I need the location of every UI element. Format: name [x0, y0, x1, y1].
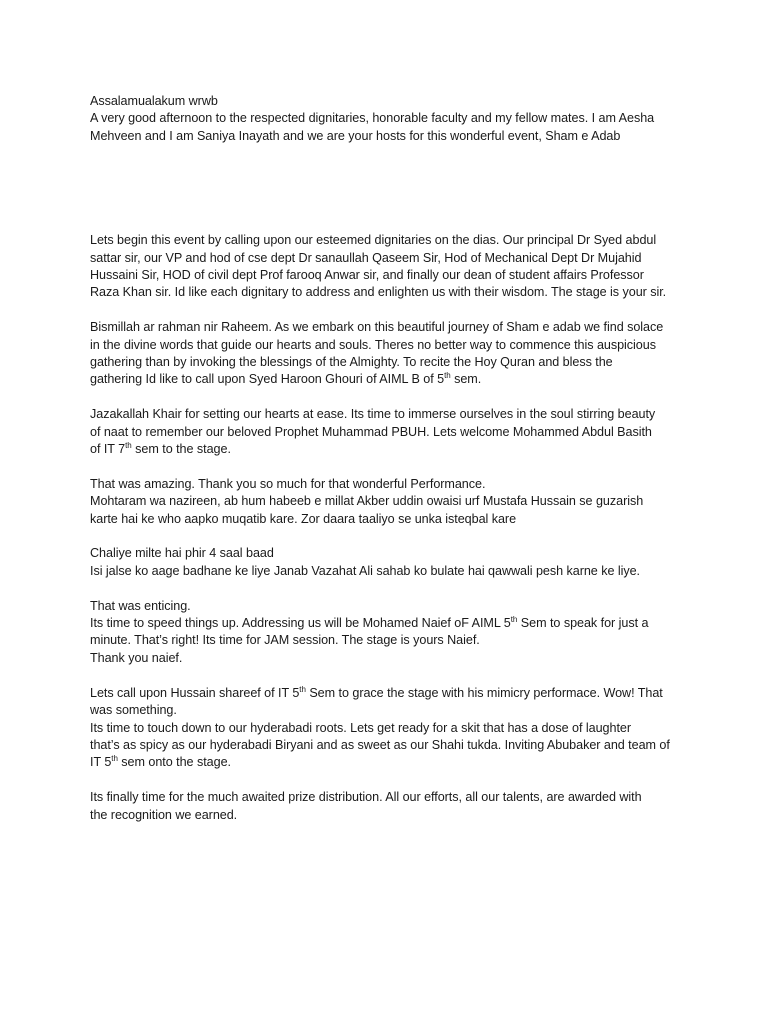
- paragraph-welcome: [90, 93, 690, 145]
- text-line: the recognition we earned.: [90, 807, 238, 822]
- text-line: was something.: [90, 703, 177, 718]
- text-line: sattar sir, our VP and hod of cse dept Dr sanaullah Qaseem Sir, Hod of Mechanical Dept Dr Mujahid: [90, 250, 642, 265]
- text-line: Lets begin this event by calling upon our esteemed dignitaries on the dias. Our principal Dr Syed abdul: [90, 233, 657, 248]
- text-line: Bismillah ar rahman nir Raheem. As we embark on this beautiful journey of Sham e adab we find solace: [90, 320, 664, 335]
- text-line: Assalamualakum wrwb: [90, 94, 218, 108]
- text-line: karte hai ke who aapko muqatib kare. Zor daara taaliyo se unka isteqbal kare: [90, 511, 517, 526]
- text-line: Hussaini Sir, HOD of civil dept Prof farooq Anwar sir, and finally our dean of student affairs Professor: [90, 268, 644, 283]
- ordinal-superscript: th: [125, 440, 132, 450]
- text-line: A very good afternoon to the respected dignitaries, honorable faculty and my fellow mates. I am Aesha: [90, 111, 655, 126]
- text-line: Mehveen and I am Saniya Inayath and we are your hosts for this wonderful event, Sham e Adab: [90, 128, 621, 143]
- paragraph-naat: [90, 406, 690, 458]
- text-line: that’s as spicy as our hyderabadi Biryani and as sweet as our Shahi tukda. Inviting Abubaker and team of: [90, 737, 670, 752]
- document-body: [90, 93, 690, 841]
- text-line: That was enticing.: [90, 598, 191, 613]
- text-line: minute. That’s right! Its time for JAM session. The stage is yours Naief.: [90, 633, 480, 648]
- text-line: That was amazing. Thank you so much for that wonderful Performance.: [90, 476, 486, 491]
- paragraph-quran-recitation: [90, 319, 690, 389]
- text-line: Thank you naief.: [90, 650, 183, 665]
- text-line: Isi jalse ko aage badhane ke liye Janab Vazahat Ali sahab ko bulate hai qawwali pesh karne ke liye.: [90, 563, 640, 578]
- text-line: Its time to speed things up. Addressing us will be Mohamed Naief oF AIML 5th Sem to speak for just a: [90, 614, 649, 631]
- ordinal-superscript: th: [299, 684, 306, 694]
- text-line: Mohtaram wa nazireen, ab hum habeeb e millat Akber uddin owaisi urf Mustafa Hussain se guzarish: [90, 494, 644, 509]
- text-line: Lets call upon Hussain shareef of IT 5th Sem to grace the stage with his mimicry performace. Wow! That: [90, 684, 663, 700]
- text-line: Chaliye milte hai phir 4 saal baad: [90, 546, 274, 561]
- text-line: Its finally time for the much awaited prize distribution. All our efforts, all our talents, are awarded with: [90, 790, 642, 805]
- text-line: Raza Khan sir. Id like each dignitary to address and enlighten us with their wisdom. The stage is your sir.: [90, 285, 667, 300]
- paragraph-dignitaries: [90, 232, 690, 302]
- text-line: gathering than by invoking the blessings of the Almighty. To recite the Hoy Quran and bless the: [90, 355, 613, 370]
- text-line: IT 5th sem onto the stage.: [90, 754, 231, 770]
- text-line: gathering Id like to call upon Syed Haroon Ghouri of AIML B of 5th sem.: [90, 371, 482, 387]
- text-line: Jazakallah Khair for setting our hearts at ease. Its time to immerse ourselves in the soul stirring beauty: [90, 407, 656, 422]
- text-line: Its time to touch down to our hyderabadi roots. Lets get ready for a skit that has a dose of laughter: [90, 720, 631, 735]
- paragraph-qawwali: [90, 545, 690, 580]
- ordinal-superscript: th: [510, 614, 518, 624]
- paragraph-mimicry-skit: [90, 685, 690, 772]
- paragraph-performance: [90, 476, 690, 528]
- ordinal-superscript: th: [111, 754, 118, 764]
- text-line: of IT 7th sem to the stage.: [90, 440, 231, 457]
- ordinal-superscript: th: [444, 371, 451, 381]
- text-line: in the divine words that guide our hearts and souls. Theres no better way to commence this auspicious: [90, 337, 656, 352]
- text-line: of naat to remember our beloved Prophet Muhammad PBUH. Lets welcome Mohammed Abdul Basith: [90, 424, 652, 439]
- paragraph-prize-distribution: [90, 789, 690, 824]
- paragraph-jam-session: [90, 598, 690, 668]
